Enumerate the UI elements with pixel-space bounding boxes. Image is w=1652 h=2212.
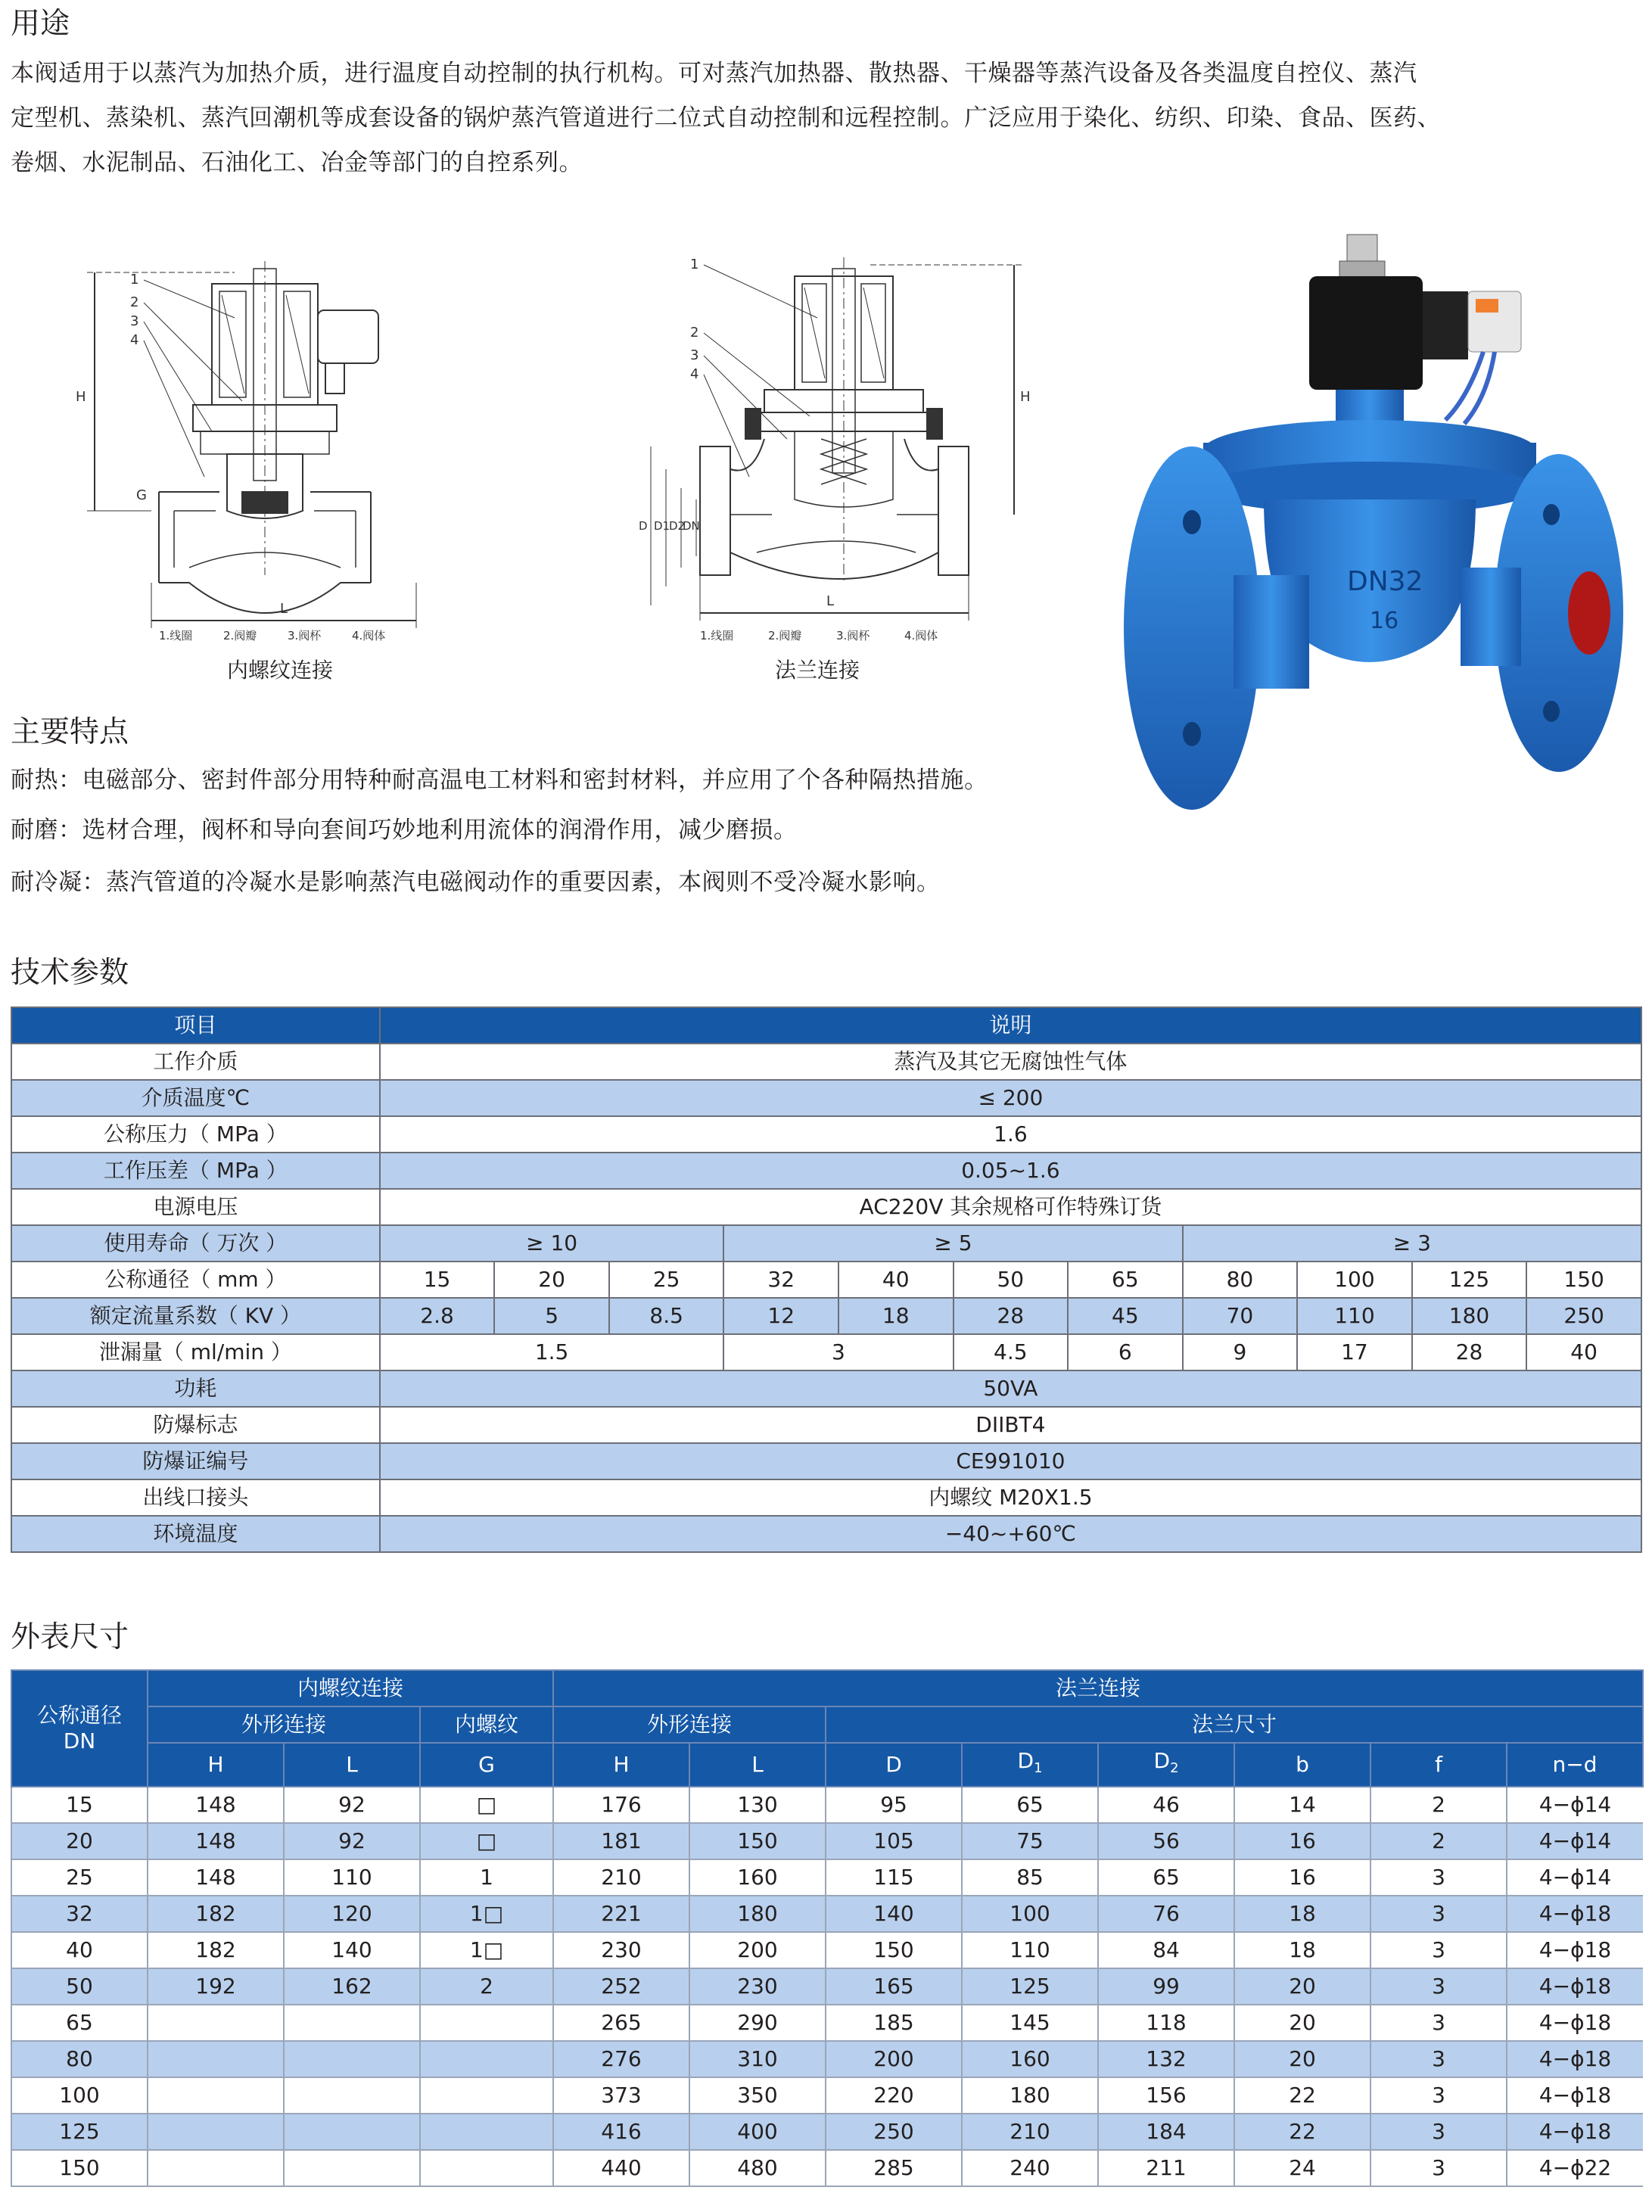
cell: 373: [553, 2077, 689, 2114]
row-value: 50VA: [380, 1370, 1641, 1407]
dims-col-l: L: [284, 1743, 420, 1787]
photo-pn-text: 16: [1370, 608, 1399, 634]
cell: 80: [1183, 1262, 1298, 1298]
flanged-caption: 法兰连接: [774, 658, 860, 683]
dims-body: [11, 1787, 1643, 2186]
cell: 145: [962, 2005, 1098, 2041]
cell: 9: [1183, 1334, 1298, 1370]
cell: 120: [284, 1896, 420, 1932]
cell: 4−ϕ18: [1507, 2005, 1643, 2041]
dims-col-g: G: [420, 1743, 553, 1787]
cell: 290: [689, 2005, 826, 2041]
cell: 40: [838, 1262, 954, 1298]
cell: 40: [11, 1932, 148, 1968]
row-value: DIIBT4: [380, 1407, 1641, 1443]
table-row: [11, 2005, 1643, 2041]
cell: 3: [1370, 2114, 1507, 2150]
cell: 220: [826, 2077, 962, 2114]
header-item: 项目: [11, 1007, 380, 1044]
cell: 14: [1234, 1787, 1370, 1823]
cell: 162: [284, 1968, 420, 2005]
cell: [148, 2077, 284, 2114]
cell: 210: [553, 1859, 689, 1896]
cell: 20: [494, 1262, 609, 1298]
cell: 40: [1526, 1334, 1641, 1370]
table-row: [11, 1823, 1643, 1859]
cell: 310: [689, 2041, 826, 2077]
cell: 150: [826, 1932, 962, 1968]
cell: 115: [826, 1859, 962, 1896]
cell: [148, 2150, 284, 2186]
dims-col-h: H: [148, 1743, 284, 1787]
table-row: [11, 2077, 1643, 2114]
dims-col-h2: H: [553, 1743, 689, 1787]
dims-title: 外表尺寸: [11, 1620, 129, 1654]
cell: 132: [1098, 2041, 1234, 2077]
row-label: 出线口接头: [11, 1479, 380, 1516]
cell: 22: [1234, 2114, 1370, 2150]
cell: 3: [723, 1334, 953, 1370]
cell: 181: [553, 1823, 689, 1859]
cell: [284, 2041, 420, 2077]
cell: 28: [1412, 1334, 1527, 1370]
cell: 4−ϕ18: [1507, 1896, 1643, 1932]
cell: 160: [962, 2041, 1098, 2077]
table-row: [11, 1859, 1643, 1896]
cell: 17: [1297, 1334, 1412, 1370]
cell: [420, 2005, 553, 2041]
cell: 200: [826, 2041, 962, 2077]
row-value: ≤ 200: [380, 1080, 1641, 1116]
cell: 18: [838, 1298, 954, 1334]
dims-col-l2: L: [689, 1743, 826, 1787]
flanged-label-4: 4: [690, 366, 699, 382]
table-row: [11, 1262, 1641, 1298]
cell: 65: [962, 1787, 1098, 1823]
dims-head-dn-label: 公称通径: [36, 1703, 122, 1728]
cell: 32: [723, 1262, 838, 1298]
row-value: 1.6: [380, 1116, 1641, 1153]
cell: 99: [1098, 1968, 1234, 2005]
cell: 3: [1370, 1932, 1507, 1968]
cell: 25: [609, 1262, 724, 1298]
cell: 150: [1526, 1262, 1641, 1298]
row-value: ≥ 10: [380, 1225, 724, 1262]
threaded-label-3: 3: [130, 313, 139, 329]
table-row: [11, 1225, 1641, 1262]
cell: 100: [1297, 1262, 1412, 1298]
cell: 85: [962, 1859, 1098, 1896]
cell: 110: [1297, 1298, 1412, 1334]
cell: □: [420, 1823, 553, 1859]
cell: 180: [962, 2077, 1098, 2114]
table-row: [11, 2114, 1643, 2150]
cell: 84: [1098, 1932, 1234, 1968]
table-row: [11, 1407, 1641, 1443]
row-value: ≥ 3: [1183, 1225, 1641, 1262]
row-value: ≥ 5: [723, 1225, 1182, 1262]
cell: [284, 2077, 420, 2114]
cell: 480: [689, 2150, 826, 2186]
cell: 92: [284, 1823, 420, 1859]
cell: 350: [689, 2077, 826, 2114]
cell: 440: [553, 2150, 689, 2186]
flanged-legend-3: 3.阀杯: [836, 629, 870, 642]
dims-col-d2: $D_2$: [1098, 1743, 1234, 1787]
cell: 118: [1098, 2005, 1234, 2041]
row-label: 工作压差（ MPa ）: [11, 1153, 380, 1189]
feature-heat: 耐热：电磁部分、密封件部分用特种耐高温电工材料和密封材料，并应用了个各种隔热措施。: [11, 767, 988, 794]
cell: 125: [1412, 1262, 1527, 1298]
cell: 221: [553, 1896, 689, 1932]
table-row: [11, 1189, 1641, 1225]
cell: 416: [553, 2114, 689, 2150]
cell: □: [420, 1787, 553, 1823]
cell: 4−ϕ14: [1507, 1787, 1643, 1823]
cell: 4−ϕ14: [1507, 1859, 1643, 1896]
usage-line-1: 本阀适用于以蒸汽为加热介质，进行温度自动控制的执行机构。可对蒸汽加热器、散热器、干燥器等蒸汽设备及各类温度自控仪、蒸汽: [11, 60, 1417, 87]
cell: 15: [380, 1262, 495, 1298]
feature-condense: 耐冷凝：蒸汽管道的冷凝水是影响蒸汽电磁阀动作的重要因素，本阀则不受冷凝水影响。: [11, 869, 941, 896]
row-label: 功耗: [11, 1370, 380, 1407]
threaded-label-l: L: [280, 601, 288, 617]
dims-col-f: f: [1370, 1743, 1507, 1787]
cell: 1□: [420, 1932, 553, 1968]
flanged-label-dn: DN: [683, 519, 700, 533]
row-value: AC220V 其余规格可作特殊订货: [380, 1189, 1641, 1225]
cell: [420, 2041, 553, 2077]
cell: 24: [1234, 2150, 1370, 2186]
threaded-label-4: 4: [130, 332, 139, 348]
cell: 130: [689, 1787, 826, 1823]
table-row: [11, 1334, 1641, 1370]
cell: 32: [11, 1896, 148, 1932]
row-label: 公称通径（ mm ）: [11, 1262, 380, 1298]
cell: 250: [1526, 1298, 1641, 1334]
cell: 250: [826, 2114, 962, 2150]
cell: 4−ϕ18: [1507, 1968, 1643, 2005]
cell: 20: [11, 1823, 148, 1859]
cell: 200: [689, 1932, 826, 1968]
tech-params-table: [11, 1006, 1642, 1553]
cell: 20: [1234, 2041, 1370, 2077]
cell: 2.8: [380, 1298, 495, 1334]
table-row: [11, 1080, 1641, 1116]
cell: 400: [689, 2114, 826, 2150]
photo-dn-text: DN32: [1347, 566, 1423, 597]
cell: 265: [553, 2005, 689, 2041]
cell: 4−ϕ18: [1507, 1932, 1643, 1968]
flanged-label-3: 3: [690, 347, 699, 363]
cell: 105: [826, 1823, 962, 1859]
cell: 2: [1370, 1823, 1507, 1859]
cell: 3: [1370, 2077, 1507, 2114]
table-row: [11, 2041, 1643, 2077]
cell: 3: [1370, 1896, 1507, 1932]
threaded-caption: 内螺纹连接: [226, 658, 333, 683]
cell: 3: [1370, 2041, 1507, 2077]
cell: 230: [553, 1932, 689, 1968]
row-label: 环境温度: [11, 1516, 380, 1552]
cell: 8.5: [609, 1298, 724, 1334]
tech-title: 技术参数: [11, 956, 129, 990]
dimensions-table: [11, 1669, 1644, 2187]
cell: 76: [1098, 1896, 1234, 1932]
threaded-legend-2: 2.阀瓣: [223, 629, 257, 642]
table-row: [11, 1298, 1641, 1334]
row-value: 蒸汽及其它无腐蚀性气体: [380, 1044, 1641, 1080]
usage-line-2: 定型机、蒸染机、蒸汽回潮机等成套设备的锅炉蒸汽管道进行二位式自动控制和远程控制。广泛应用于染化、纺织、印染、食品、医药、: [11, 104, 1441, 132]
row-value: CE991010: [380, 1443, 1641, 1479]
dims-head-shape-flange: 外形连接: [553, 1706, 826, 1743]
row-value: −40~+60℃: [380, 1516, 1641, 1552]
cell: 148: [148, 1859, 284, 1896]
cell: 92: [284, 1787, 420, 1823]
cell: 182: [148, 1896, 284, 1932]
cell: 4−ϕ18: [1507, 2041, 1643, 2077]
cell: 15: [11, 1787, 148, 1823]
cell: 165: [826, 1968, 962, 2005]
flanged-label-1: 1: [690, 257, 699, 272]
flanged-valve-diagram: [628, 250, 1052, 666]
cell: 1: [420, 1859, 553, 1896]
feature-wear: 耐磨：选材合理，阀杯和导向套间巧妙地利用流体的润滑作用，减少磨损。: [11, 817, 798, 844]
cell: 4−ϕ22: [1507, 2150, 1643, 2186]
cell: 140: [284, 1932, 420, 1968]
threaded-label-g: G: [136, 487, 147, 503]
cell: 95: [826, 1787, 962, 1823]
cell: [284, 2150, 420, 2186]
cell: 3: [1370, 2005, 1507, 2041]
row-value: 内螺纹 M20X1.5: [380, 1479, 1641, 1516]
cell: 180: [689, 1896, 826, 1932]
cell: 20: [1234, 2005, 1370, 2041]
table-row: [11, 1787, 1643, 1823]
cell: 1□: [420, 1896, 553, 1932]
table-header-row: [11, 1007, 1641, 1044]
cell: 18: [1234, 1896, 1370, 1932]
cell: [420, 2077, 553, 2114]
usage-line-3: 卷烟、水泥制品、石油化工、冶金等部门的自控系列。: [11, 149, 583, 176]
flanged-label-l: L: [826, 593, 835, 609]
table-row: [11, 1896, 1643, 1932]
row-label: 防爆证编号: [11, 1443, 380, 1479]
cell: 150: [689, 1823, 826, 1859]
cell: 45: [1068, 1298, 1183, 1334]
cell: [148, 2041, 284, 2077]
cell: 3: [1370, 1968, 1507, 2005]
cell: 16: [1234, 1823, 1370, 1859]
threaded-label-h: H: [76, 389, 86, 405]
cell: [284, 2114, 420, 2150]
row-label: 工作介质: [11, 1044, 380, 1080]
table-row: [11, 2150, 1643, 2186]
cell: 110: [962, 1932, 1098, 1968]
cell: 22: [1234, 2077, 1370, 2114]
cell: 3: [1370, 2150, 1507, 2186]
table-row: [11, 1370, 1641, 1407]
cell: 150: [11, 2150, 148, 2186]
row-label: 使用寿命（ 万次 ）: [11, 1225, 380, 1262]
cell: 65: [1068, 1262, 1183, 1298]
cell: 2: [420, 1968, 553, 2005]
flanged-legend-2: 2.阀瓣: [768, 629, 802, 642]
cell: 176: [553, 1787, 689, 1823]
header-desc: 说明: [380, 1007, 1641, 1044]
cell: 230: [689, 1968, 826, 2005]
cell: 65: [1098, 1859, 1234, 1896]
flanged-legend-4: 4.阀体: [904, 629, 938, 642]
table-row: [11, 1116, 1641, 1153]
cell: 18: [1234, 1932, 1370, 1968]
table-row: [11, 1479, 1641, 1516]
cell: 50: [954, 1262, 1069, 1298]
cell: 185: [826, 2005, 962, 2041]
dims-col-b: b: [1234, 1743, 1370, 1787]
cell: 5: [494, 1298, 609, 1334]
cell: 184: [1098, 2114, 1234, 2150]
cell: [420, 2150, 553, 2186]
cell: 16: [1234, 1859, 1370, 1896]
cell: 285: [826, 2150, 962, 2186]
cell: 210: [962, 2114, 1098, 2150]
row-label: 额定流量系数（ KV ）: [11, 1298, 380, 1334]
cell: 12: [723, 1298, 838, 1334]
cell: 148: [148, 1823, 284, 1859]
cell: 125: [962, 1968, 1098, 2005]
threaded-legend-4: 4.阀体: [352, 629, 386, 642]
table-row: [11, 1932, 1643, 1968]
flanged-legend-1: 1.线圈: [700, 629, 734, 642]
cell: 182: [148, 1932, 284, 1968]
cell: 65: [11, 2005, 148, 2041]
cell: 252: [553, 1968, 689, 2005]
cell: 100: [962, 1896, 1098, 1932]
threaded-legend-3: 3.阀杯: [288, 629, 322, 642]
row-label: 泄漏量（ ml/min ）: [11, 1334, 380, 1370]
table-row: [11, 1153, 1641, 1189]
threaded-legend-1: 1.线圈: [159, 629, 193, 642]
dims-head-dn: [11, 1670, 148, 1787]
cell: 4−ϕ18: [1507, 2077, 1643, 2114]
cell: 28: [954, 1298, 1069, 1334]
cell: 1.5: [380, 1334, 724, 1370]
cell: [284, 2005, 420, 2041]
cell: 276: [553, 2041, 689, 2077]
cell: 70: [1183, 1298, 1298, 1334]
row-label: 防爆标志: [11, 1407, 380, 1443]
cell: 211: [1098, 2150, 1234, 2186]
flanged-label-h: H: [1020, 389, 1031, 405]
usage-title: 用途: [11, 7, 70, 41]
threaded-label-2: 2: [130, 294, 139, 310]
dims-col-d1: $D_1$: [962, 1743, 1098, 1787]
flanged-label-2: 2: [690, 325, 699, 341]
cell: 100: [11, 2077, 148, 2114]
cell: [148, 2114, 284, 2150]
cell: 2: [1370, 1787, 1507, 1823]
cell: 4−ϕ14: [1507, 1823, 1643, 1859]
dims-col-nd: n−d: [1507, 1743, 1643, 1787]
table-row: [11, 1516, 1641, 1552]
cell: 125: [11, 2114, 148, 2150]
cell: 156: [1098, 2077, 1234, 2114]
dims-head-dn-sub: DN: [63, 1728, 96, 1753]
cell: 4−ϕ18: [1507, 2114, 1643, 2150]
threaded-valve-diagram: [61, 250, 454, 666]
cell: 180: [1412, 1298, 1527, 1334]
dims-head-shape-thread: 外形连接: [148, 1706, 420, 1743]
cell: 160: [689, 1859, 826, 1896]
flanged-label-d2: D2: [669, 519, 686, 533]
table-row: [11, 1968, 1643, 2005]
threaded-label-1: 1: [130, 272, 139, 288]
cell: 240: [962, 2150, 1098, 2186]
dims-head-thread: 内螺纹连接: [148, 1670, 553, 1706]
flanged-label-d: D: [639, 519, 648, 533]
cell: 140: [826, 1896, 962, 1932]
dims-col-d: D: [826, 1743, 962, 1787]
row-value: 0.05~1.6: [380, 1153, 1641, 1189]
features-title: 主要特点: [11, 715, 129, 749]
cell: 80: [11, 2041, 148, 2077]
table-row: [11, 1044, 1641, 1080]
cell: 25: [11, 1859, 148, 1896]
cell: 4.5: [954, 1334, 1069, 1370]
dims-head-flange: 法兰连接: [553, 1670, 1643, 1706]
cell: 6: [1068, 1334, 1183, 1370]
row-label: 介质温度℃: [11, 1080, 380, 1116]
cell: 3: [1370, 1859, 1507, 1896]
dims-head-flange-size: 法兰尺寸: [826, 1706, 1643, 1743]
cell: 46: [1098, 1787, 1234, 1823]
cell: 110: [284, 1859, 420, 1896]
cell: [148, 2005, 284, 2041]
cell: 148: [148, 1787, 284, 1823]
flanged-label-d1: D1: [654, 519, 670, 533]
cell: 50: [11, 1968, 148, 2005]
dims-head-inner: 内螺纹: [420, 1706, 553, 1743]
valve-product-photo: [1120, 219, 1635, 817]
row-label: 电源电压: [11, 1189, 380, 1225]
row-label: 公称压力（ MPa ）: [11, 1116, 380, 1153]
cell: 75: [962, 1823, 1098, 1859]
table-row: [11, 1443, 1641, 1479]
cell: 192: [148, 1968, 284, 2005]
cell: 56: [1098, 1823, 1234, 1859]
cell: [420, 2114, 553, 2150]
cell: 20: [1234, 1968, 1370, 2005]
